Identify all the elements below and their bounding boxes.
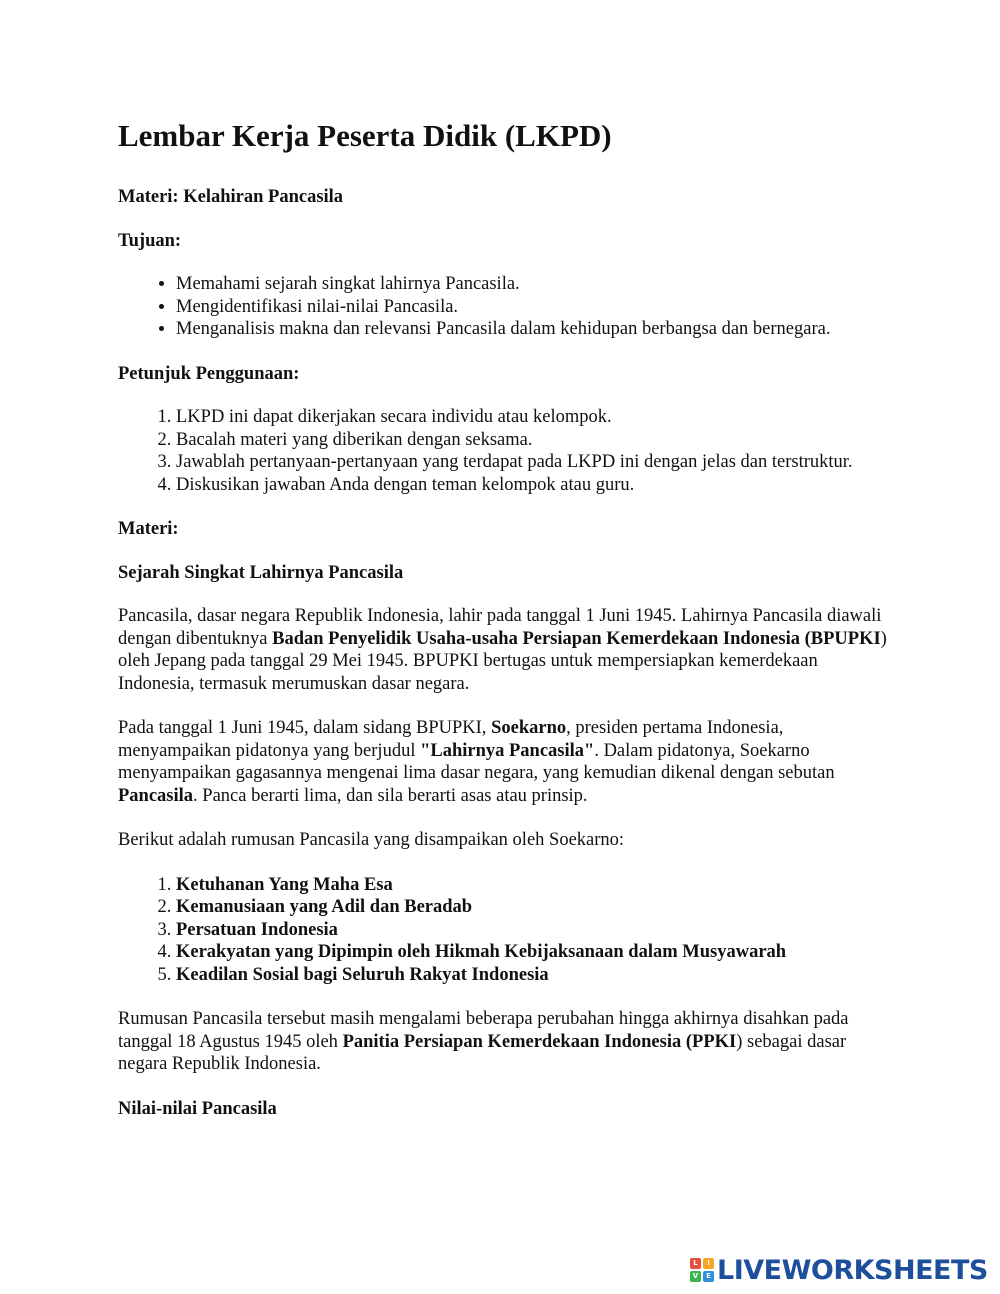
- list-item: • Memahami sejarah singkat lahirnya Pancasila.: [176, 273, 888, 296]
- sejarah-heading: Sejarah Singkat Lahirnya Pancasila: [118, 562, 404, 583]
- tujuan-label: Tujuan:: [118, 230, 182, 251]
- materi-section-label: Materi:: [118, 519, 179, 539]
- list-item: [176, 941, 888, 964]
- list-item: 1. LKPD ini dapat dikerjakan secara individu atau kelompok.: [176, 406, 888, 429]
- list-item: 4. Diskusikan jawaban Anda dengan teman kelompok atau guru.: [176, 474, 888, 497]
- document-page: [118, 110, 888, 1141]
- logo-tile: E: [703, 1271, 714, 1282]
- tujuan-list: [118, 273, 888, 341]
- list-item: 2. Bacalah materi yang diberikan dengan seksama.: [176, 429, 888, 452]
- text-run: Pancasila, dasar negara Republik Indonesia, lahir pada tanggal 1 Juni 1945. Lahirnya Pancasila diawali dengan dibentuknya: [118, 606, 882, 649]
- logo-text: LIVEWORKSHEETS: [717, 1254, 988, 1286]
- paragraph-4: [118, 1008, 888, 1076]
- bold-run: Badan Penyelidik Usaha-usaha Persiapan Kemerdekaan Indonesia (BPUPKI: [272, 628, 881, 649]
- logo-tile: I: [703, 1258, 714, 1269]
- nilai-heading: Nilai-nilai Pancasila: [118, 1098, 277, 1119]
- list-item: [176, 896, 888, 919]
- paragraph-3: Berikut adalah rumusan Pancasila yang disampaikan oleh Soekarno:: [118, 830, 625, 850]
- materi-label: Materi: Kelahiran Pancasila: [118, 187, 344, 207]
- logo-tile: V: [690, 1271, 701, 1282]
- paragraph-1: [118, 605, 888, 695]
- list-item: • Mengidentifikasi nilai-nilai Pancasila.: [176, 296, 888, 319]
- text-run: . Panca berarti lima, dan sila berarti asas atau prinsip.: [193, 785, 588, 806]
- bold-run: Panitia Persiapan Kemerdekaan Indonesia (PPKI: [342, 1031, 737, 1052]
- sila-2: Kemanusiaan yang Adil dan Beradab: [176, 897, 473, 917]
- sila-list: [118, 874, 888, 987]
- page-title: Lembar Kerja Peserta Didik (LKPD): [118, 118, 612, 153]
- list-item: [176, 964, 888, 987]
- liveworksheets-logo[interactable]: [690, 1255, 990, 1285]
- paragraph-2: [118, 717, 888, 807]
- petunjuk-list: [118, 406, 888, 496]
- petunjuk-label: Petunjuk Penggunaan:: [118, 363, 300, 384]
- list-item: [176, 919, 888, 942]
- bold-run: "Lahirnya Pancasila": [420, 740, 595, 761]
- sila-5: Keadilan Sosial bagi Seluruh Rakyat Indonesia: [176, 964, 549, 985]
- text-run: . Dalam pidatonya, Soekarno menyampaikan gagasannya mengenai lima dasar negara, yang kemudian dikenal dengan sebutan: [118, 740, 835, 783]
- logo-tile: L: [690, 1258, 701, 1269]
- bold-run: Soekarno: [491, 718, 567, 738]
- text-run: sebagai dasar negara Republik Indonesia.: [118, 1031, 847, 1074]
- sila-1: Ketuhanan Yang Maha Esa: [176, 874, 393, 895]
- logo-icon: [690, 1258, 714, 1282]
- sila-4: Kerakyatan yang Dipimpin oleh Hikmah Kebijaksanaan dalam Musyawarah: [176, 942, 787, 962]
- text-run: ) oleh Jepang pada tanggal 29 Mei 1945. BPUPKI bertugas untuk mempersiapkan kemerdekaan Indonesia, termasuk merumuskan dasar negara.: [118, 628, 887, 694]
- sila-3: Persatuan Indonesia: [176, 919, 338, 940]
- text-run: , presiden pertama Indonesia, menyampaikan pidatonya yang berjudul: [118, 718, 784, 761]
- list-item: 3. Jawablah pertanyaan-pertanyaan yang terdapat pada LKPD ini dengan jelas dan terstruktur.: [176, 451, 888, 474]
- bold-run: Pancasila: [118, 785, 194, 806]
- text-run: ): [736, 1031, 743, 1052]
- text-run: Rumusan Pancasila tersebut masih mengalami beberapa perubahan hingga akhirnya disahkan pada tanggal 18 Agustus 1945 oleh: [118, 1009, 849, 1052]
- text-run: Pada tanggal 1 Juni 1945, dalam sidang BPUPKI,: [118, 718, 492, 738]
- list-item: [176, 874, 888, 897]
- list-item: • Menganalisis makna dan relevansi Pancasila dalam kehidupan berbangsa dan bernegara.: [176, 318, 888, 341]
